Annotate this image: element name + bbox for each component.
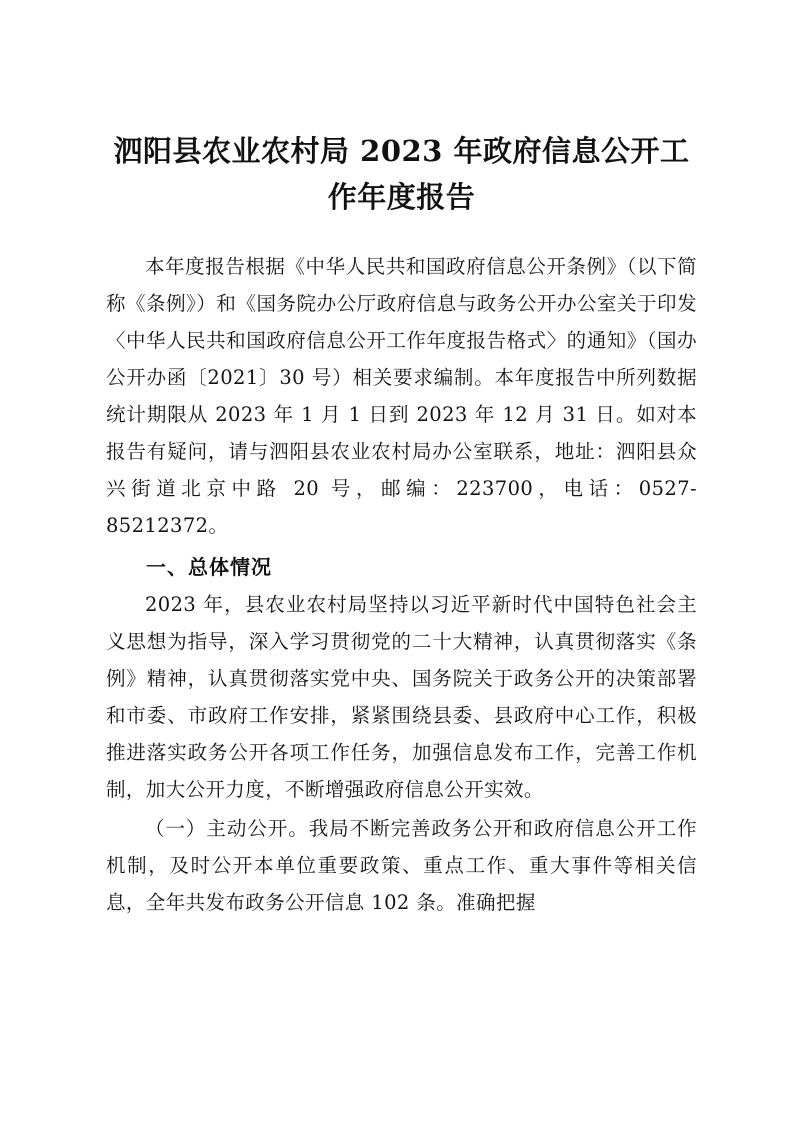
section-heading-overall-situation: 一、总体情况 xyxy=(146,555,272,579)
paragraph-proactive-disclosure: （一）主动公开。我局不断完善政务公开和政府信息公开工作机制，及时公开本单位重要政策、重点工作、重大事件等相关信息，全年共发布政务公开信息 102 条。准确把握 xyxy=(106,817,697,914)
paragraph-intro: 本年度报告根据《中华人民共和国政府信息公开条例》（以下简称《条例》）和《国务院办公厅政府信息与政务公开办公室关于印发〈中华人民共和国政府信息公开工作年度报告格式〉的通知》（国办公开办函〔2021〕30 号）相关要求编制。本年度报告中所列数据统计期限从 2023 年 1 月 1 日到 2023 年 12 月 31 日。如对本报告有疑问，请与泗阳县农业农村局办公室联系，地址：泗阳县众兴街道北京中路 20 号，邮编：223700，电话：0527-85212372。 xyxy=(106,255,697,537)
page-title: 泗阳县农业农村局 2023 年政府信息公开工作年度报告 xyxy=(113,134,690,214)
paragraph-overall-situation: 2023 年，县农业农村局坚持以习近平新时代中国特色社会主义思想为指导，深入学习贯彻党的二十大精神，认真贯彻落实《条例》精神，认真贯彻落实党中央、国务院关于政务公开的决策部署和市委、市政府工作安排，紧紧围绕县委、县政府中心工作，积极推进落实政务公开各项工作任务，加强信息发布工作，完善工作机制，加大公开力度，不断增强政府信息公开实效。 xyxy=(106,593,697,801)
